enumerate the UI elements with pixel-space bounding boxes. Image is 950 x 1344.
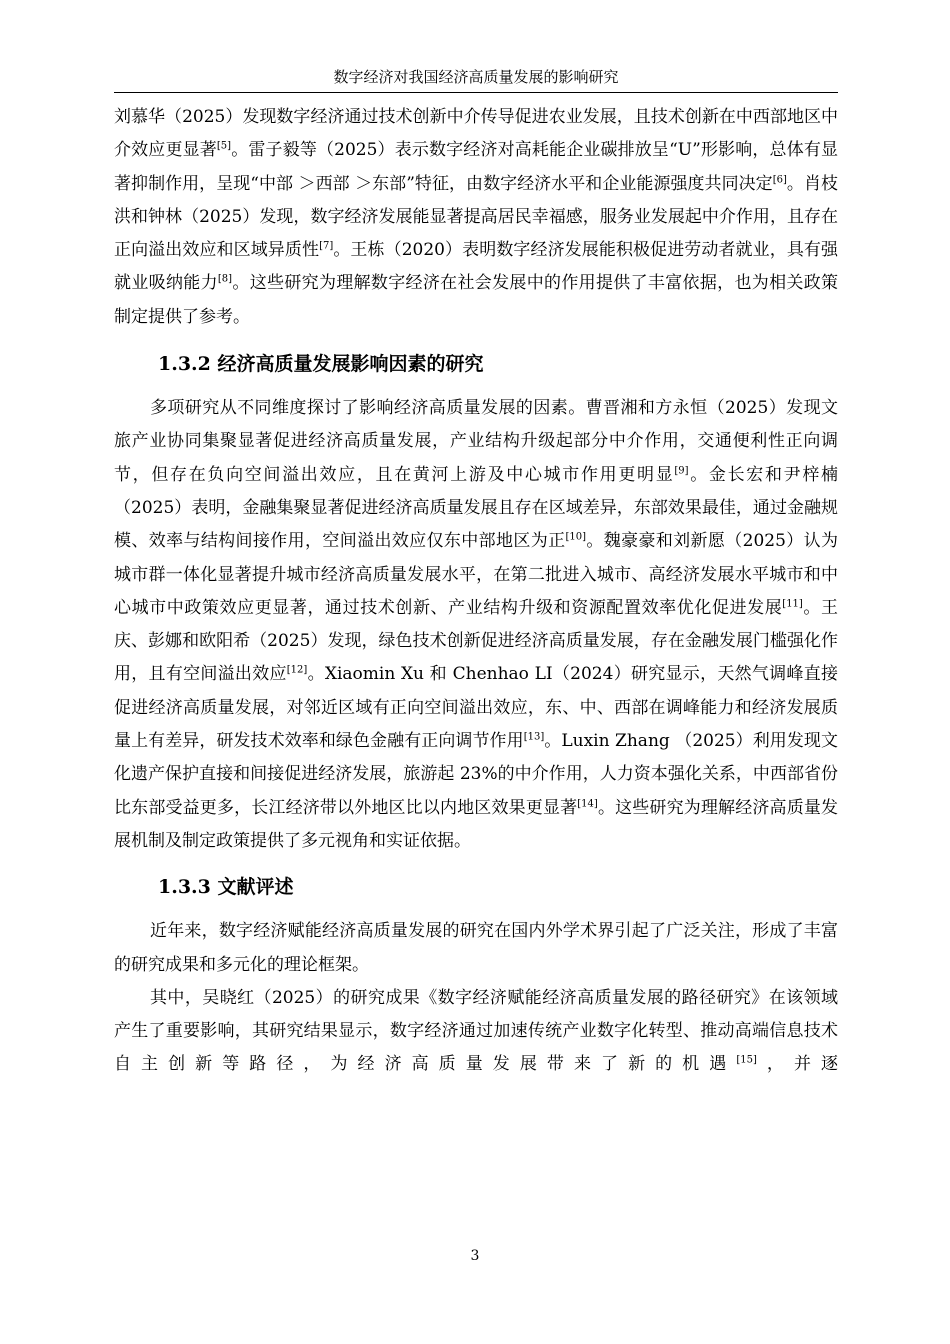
- citation-ref: [6]: [772, 173, 787, 185]
- text-segment: ，并逐: [756, 1054, 839, 1075]
- text-segment: 刘慕华（2025）发现数字经济通过技术创新中介传导促进农业发展，且技术创新在中西部地区中介效应更显著: [114, 107, 838, 161]
- text-segment: 。Xiaomin Xu 和 Chenhao LI（2024）研究显示，天然气调峰直接促进经济高质量发展，对邻近区域有正向空间溢出效应，东、中、西部在调峰能力和经济发展质量上有差异，研发技术效率和绿色金融有正向调节作用: [114, 664, 838, 752]
- citation-ref: [5]: [216, 140, 232, 152]
- text-segment: 其中，吴晓红（2025）的研究成果《数字经济赋能经济高质量发展的路径研究》在该领域产生了重要影响，其研究结果显示，数字经济通过加速传统产业数字化转型、推动高端信息技术自主创新等路径，为经济高质量发展带来了新的机遇: [114, 987, 838, 1075]
- body-paragraph: [114, 982, 838, 1082]
- text-segment: 。金长宏和尹梓楠（2025）表明，金融集聚显著促进经济高质量发展且存在区域差异，东部效果最佳，通过金融规模、效率与结构间接作用，空间溢出效应仅东中部地区为正: [114, 464, 838, 552]
- citation-ref: [7]: [319, 240, 334, 252]
- page-body: [114, 101, 838, 1082]
- citation-ref: [12]: [286, 664, 308, 676]
- text-segment: 。王庆、彭娜和欧阳希（2025）发现，绿色技术创新促进经济高质量发展，存在金融发展门槛强化作用，且有空间溢出效应: [114, 597, 839, 685]
- body-paragraph: [114, 392, 838, 858]
- citation-ref: [14]: [577, 797, 598, 809]
- citation-ref: [10]: [565, 531, 586, 543]
- section-heading: 1.3.3 文献评述: [158, 876, 294, 899]
- header-rule: [114, 92, 838, 93]
- section-heading: 1.3.2 经济高质量发展影响因素的研究: [158, 353, 484, 376]
- body-paragraph: [114, 101, 838, 334]
- page-number: 3: [470, 1248, 480, 1264]
- text-segment: 多项研究从不同维度探讨了影响经济高质量发展的因素。曹晋湘和方永恒（2025）发现文旅产业协同集聚显著促进经济高质量发展，产业结构升级起部分中介作用，交通便利性正向调节，但存在负向空间溢出效应，且在黄河上游及中心城市作用更明显: [114, 398, 838, 485]
- citation-ref: [8]: [217, 273, 233, 285]
- text-segment: 。王栋（2020）表明数字经济发展能积极促进劳动者就业，具有强就业吸纳能力: [114, 240, 839, 294]
- text-segment: 。这些研究为理解数字经济在社会发展中的作用提供了丰富依据，也为相关政策制定提供了参考。: [114, 273, 839, 327]
- running-header: 数字经济对我国经济高质量发展的影响研究: [333, 68, 619, 86]
- citation-ref: [15]: [736, 1054, 757, 1066]
- text-segment: 。魏豪豪和刘新愿（2025）认为城市群一体化显著提升城市经济高质量发展水平，在第二批进入城市、高经济发展水平城市和中心城市中政策效应更显著，通过技术创新、产业结构升级和资源配置效率优化促进发展: [114, 531, 838, 618]
- text-segment: 。雷子毅等（2025）表示数字经济对高耗能企业碳排放呈“U”形影响，总体有显著抑制作用，呈现“中部 ＞西部 ＞东部”特征，由数字经济水平和企业能源强度共同决定: [114, 140, 838, 194]
- text-segment: 。这些研究为理解经济高质量发展机制及制定政策提供了多元视角和实证依据。: [114, 797, 839, 851]
- citation-ref: [9]: [674, 465, 689, 477]
- citation-ref: [13]: [523, 731, 545, 743]
- text-segment: 。Luxin Zhang （2025）利用发现文化遗产保护直接和间接促进经济发展，旅游起 23%的中介作用，人力资本强化关系，中西部省份比东部受益更多，长江经济带以外地区比以内地区效果更显著: [114, 731, 838, 818]
- body-paragraph: 近年来，数字经济赋能经济高质量发展的研究在国内外学术界引起了广泛关注，形成了丰富的研究成果和多元化的理论框架。: [114, 921, 838, 975]
- text-segment: 。肖枝洪和钟林（2025）发现，数字经济发展能显著提高居民幸福感，服务业发展起中介作用，且存在正向溢出效应和区域异质性: [114, 173, 838, 261]
- citation-ref: [11]: [782, 598, 803, 610]
